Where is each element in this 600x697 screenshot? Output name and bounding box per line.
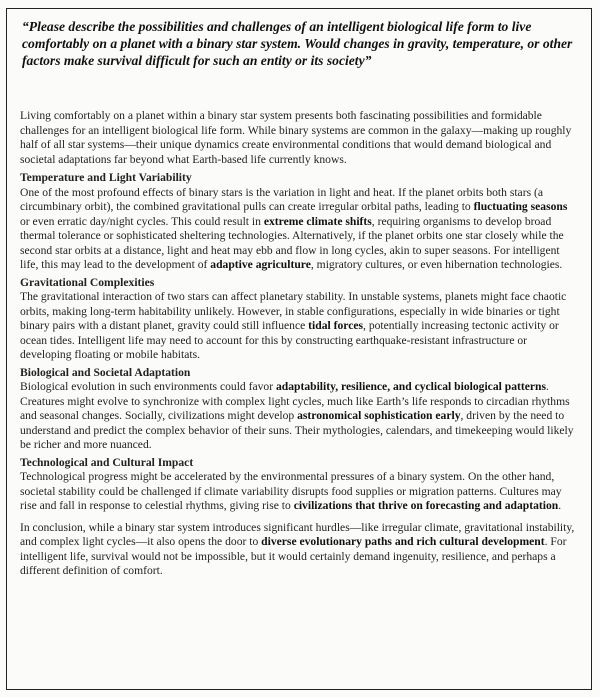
emphasis-text: extreme climate shifts	[263, 214, 372, 228]
emphasis-text: adaptive agriculture	[210, 258, 311, 271]
emphasis-text: diverse evolutionary paths and rich cultural development	[261, 535, 545, 548]
section-heading-temperature: Temperature and Light Variability	[20, 171, 192, 184]
text-span: Biological evolution in such environments could favor	[20, 380, 276, 393]
text-span: or even erratic day/night cycles. This could result in	[20, 214, 264, 228]
section-paragraph-adaptation	[20, 380, 578, 453]
emphasis-text: astronomical sophistication early	[297, 409, 461, 422]
section-paragraph-temperature	[20, 186, 578, 273]
text-span: , migratory cultures, or even hibernation technologies.	[310, 258, 563, 271]
emphasis-text: fluctuating seasons	[473, 200, 568, 213]
text-span: . Creatures might evolve to synchronize with complex light cycles, much like Earth’s life responds to circadian rhythms and seasonal changes. Socially, civilizations might develop	[20, 380, 570, 422]
text-span: The gravitational interaction of two stars can affect planetary stability. In unstable systems, planets might face chaotic orbits, making long-term habitability unlikely. However, in stable configurations, especially in wide binaries or tight binary pairs with a distant planet, gravity could still influence	[20, 290, 567, 332]
emphasis-text: tidal forces	[308, 319, 364, 332]
text-span: Technological progress might be accelerated by the environmental pressures of a binary system. On the other hand, societal stability could be challenged if climate variability disrupts food supplies or migration patterns. Cultures may rise and fall in response to celestial rhythms, giving rise to	[20, 470, 562, 512]
section-paragraph-technology	[20, 470, 578, 514]
essay-body	[20, 109, 578, 579]
conclusion-paragraph	[20, 521, 578, 579]
section-heading-gravity: Gravitational Complexities	[20, 275, 155, 289]
text-span: , potentially increasing tectonic activity or ocean tides. Intelligent life may need to account for this by constructing earthquake-resistant infrastructure or developing floating or mobile habitats.	[20, 319, 559, 361]
emphasis-text: civilizations that thrive on forecasting and adaptation	[293, 499, 559, 512]
emphasis-text: adaptability, resilience, and cyclical biological patterns	[275, 380, 546, 393]
text-span: , driven by the need to understand and predict the complex behavior of their suns. Their mythologies, calendars, and timekeeping would likely be richer and more nuanced.	[20, 409, 574, 451]
section-heading-technology: Technological and Cultural Impact	[20, 455, 194, 469]
text-span: .	[558, 499, 562, 512]
text-span: In conclusion, while a binary star system introduces significant hurdles—like irregular climate, gravitational instability, and complex light cycles—it also opens the door to	[20, 520, 575, 548]
text-span: . For intelligent life, survival would not be impossible, but it would certainly demand ingenuity, resilience, and perhaps a different definition of comfort.	[20, 535, 567, 577]
section-heading-adaptation: Biological and Societal Adaptation	[20, 365, 191, 379]
intro-paragraph: Living comfortably on a planet within a binary star system presents both fascinating possibilities and formidable challenges for an intelligent biological life form. While binary systems are common in the galaxy—making up roughly half of all star systems—their unique dynamics create environmental conditions that would demand biological and societal adaptations far beyond what Earth-based life currently knows.	[20, 109, 572, 166]
text-span: One of the most profound effects of binary stars is the variation in light and heat. If the planet orbits both stars (a circumbinary orbit), the combined gravitational pulls can create irregular orbital paths, leading to	[20, 185, 543, 213]
text-span: , requiring organisms to develop broad thermal tolerance or sophisticated sheltering technologies. Alternatively, if the planet orbits one star closely while the second star orbits at a distance, light and heat may ebb and flow in long cycles, akin to super seasons. For intelligent life, this may lead to the development of	[20, 214, 564, 271]
section-paragraph-gravity	[20, 290, 578, 363]
prompt-question: “Please describe the possibilities and challenges of an intelligent biological life form to live comfortably on a planet with a binary star system. Would changes in gravity, temperature, or other factors make survival difficult for such an entity or its society”	[22, 19, 573, 69]
